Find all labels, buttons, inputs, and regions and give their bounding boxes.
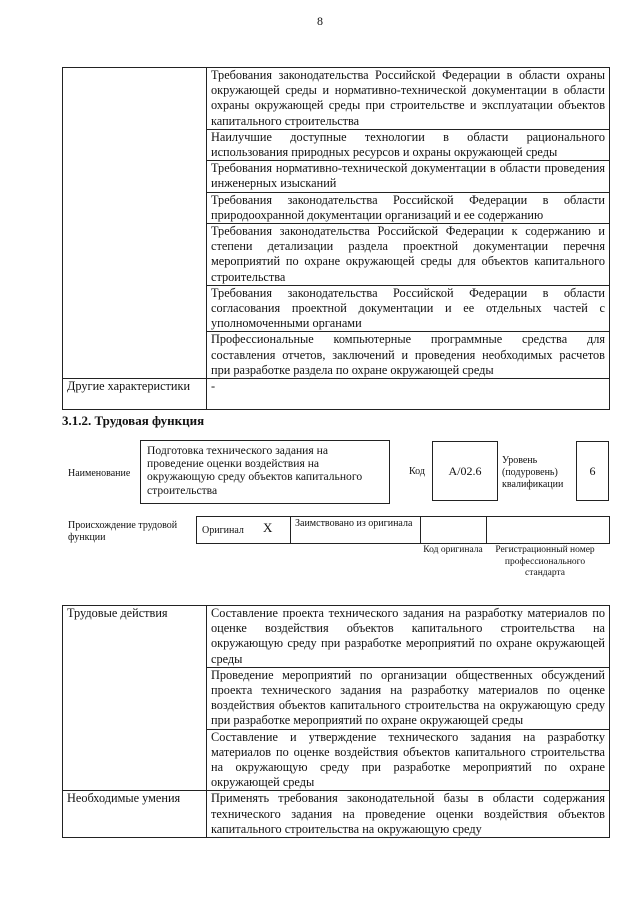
row-label-cell xyxy=(63,224,207,286)
knowledge-item: Требования нормативно-технической документации в области проведения инженерных изысканий xyxy=(207,161,610,192)
row-label-cell xyxy=(63,68,207,130)
knowledge-item: Требования законодательства Российской Федерации в области охраны окружающей среды и нормативно-технической документации в области охраны окружающей среды при строительстве и эксплуатации объектов капитального строительства xyxy=(207,68,610,130)
skills-label: Необходимые умения xyxy=(63,791,207,838)
action-item: Проведение мероприятий по организации общественных обсуждений проекта технического задания на разработку материалов по оценке воздействия объектов капитального строительства на окружающую среду при разработке мероприятий по охране окружающей среды xyxy=(207,667,610,729)
name-label: Наименование xyxy=(68,468,131,479)
functions-table xyxy=(62,605,610,838)
code-value-box: A/02.6 xyxy=(432,441,498,501)
section-heading: 3.1.2. Трудовая функция xyxy=(62,413,205,428)
action-item: Составление проекта технического задания на разработку материалов по оценке воздействия объектов капитального строительства на окружающую среду при разработке мероприятий по охране окружающей среды xyxy=(207,606,610,668)
knowledge-item: Требования законодательства Российской Федерации в области согласования проектной документации и ее отдельных частей с уполномоченными органами xyxy=(207,285,610,332)
level-value-box: 6 xyxy=(576,441,609,501)
reg-number-caption: Регистрационный номер профессионального стандарта xyxy=(495,545,595,578)
table-row xyxy=(63,791,610,838)
cell-divider xyxy=(290,516,291,544)
knowledge-item: Требования законодательства Российской Федерации в области природоохранной документации организаций и ее содержанию xyxy=(207,192,610,223)
origin-code-caption: Код оригинала xyxy=(423,545,483,555)
knowledge-table xyxy=(62,67,610,410)
table-row xyxy=(63,285,610,332)
row-label-cell xyxy=(63,192,207,223)
table-row xyxy=(63,224,610,286)
table-row xyxy=(63,379,610,410)
original-mark: X xyxy=(263,520,273,535)
other-characteristics-value: - xyxy=(207,379,610,410)
code-label: Код xyxy=(409,466,425,477)
skill-item: Применять требования законодательной базы в области содержания технического задания на проведение оценки воздействия объектов капитального строительства на окружающую среду xyxy=(207,791,610,838)
row-label-cell xyxy=(63,332,207,379)
origin-label: Происхождение трудовой функции xyxy=(68,520,178,543)
table-row xyxy=(63,192,610,223)
other-characteristics-label: Другие характеристики xyxy=(63,379,207,410)
table-row xyxy=(63,332,610,379)
table-row xyxy=(63,161,610,192)
function-name-box: Подготовка технического задания на проведение оценки воздействия на окружающую среду объектов капитального строительства xyxy=(140,440,390,504)
row-label-cell xyxy=(63,285,207,332)
knowledge-item: Требования законодательства Российской Федерации к содержанию и степени детализации раздела проектной документации перечня мероприятий по охране окружающей среды для объектов капитального строительства xyxy=(207,224,610,286)
row-label-cell xyxy=(63,161,207,192)
original-label: Оригинал xyxy=(202,525,244,536)
page-number: 8 xyxy=(317,14,323,28)
knowledge-item: Наилучшие доступные технологии в области рационального использования природных ресурсов и охраны окружающей среды xyxy=(207,129,610,160)
cell-divider xyxy=(486,516,487,544)
level-label: Уровень (подуровень) квалификации xyxy=(502,455,564,490)
row-label-cell xyxy=(63,129,207,160)
actions-label: Трудовые действия xyxy=(63,606,207,791)
cell-divider xyxy=(420,516,421,544)
table-row xyxy=(63,68,610,130)
action-item: Составление и утверждение технического задания на разработку материалов по оценке воздействия объектов капитального строительства на окружающую среду при разработке мероприятий по охране окружающей среды xyxy=(207,729,610,791)
table-row xyxy=(63,129,610,160)
table-row xyxy=(63,606,610,668)
borrowed-label: Заимствовано из оригинала xyxy=(295,518,413,529)
knowledge-item: Профессиональные компьютерные программные средства для составления отчетов, заключений и проведения необходимых расчетов при разработке раздела по охране окружающей среды xyxy=(207,332,610,379)
